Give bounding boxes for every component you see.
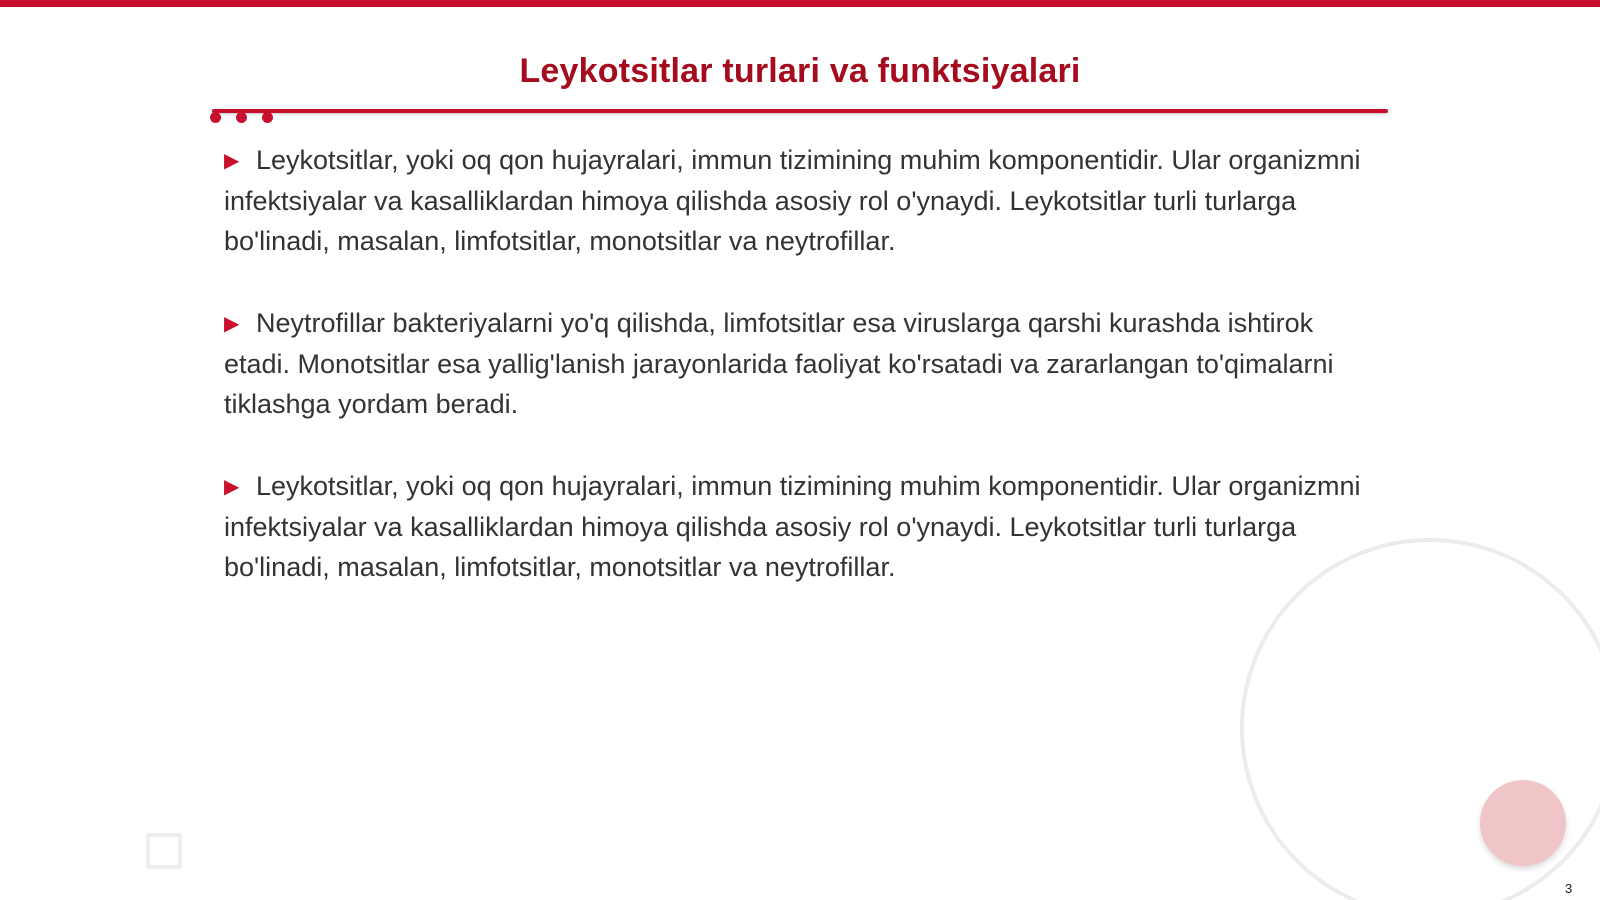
decorative-dot-3 [262, 112, 273, 123]
bullet-item-1 [224, 140, 1384, 261]
decorative-square [146, 833, 182, 869]
decorative-dot-1 [210, 112, 221, 123]
triangle-bullet-icon: ▶ [224, 476, 240, 498]
decorative-pink-circle [1480, 780, 1566, 866]
top-accent-bar [0, 0, 1600, 7]
page-number: 3 [1565, 881, 1573, 896]
decorative-dot-2 [236, 112, 247, 123]
bullet-item-2 [224, 303, 1384, 424]
bullet-text-2: Neytrofillar bakteriyalarni yo'q qilishda, limfotsitlar esa viruslarga qarshi kurashda ishtirok etadi. Monotsitlar esa yallig'lanish jarayonlarida faoliyat ko'rsatadi va zararlangan to'qimalarni tiklashga yordam beradi. [224, 308, 1334, 419]
title-underline [212, 109, 1388, 113]
triangle-bullet-icon: ▶ [224, 313, 240, 335]
bullet-text-3: Leykotsitlar, yoki oq qon hujayralari, immun tizimining muhim komponentidir. Ular organizmni infektsiyalar va kasalliklardan himoya qilishda asosiy rol o'ynaydi. Leykotsitlar turli turlarga bo'linadi, masalan, limfotsitlar, monotsitlar va neytrofillar. [224, 471, 1361, 582]
slide-title: Leykotsitlar turlari va funktsiyalari [519, 52, 1081, 90]
bullet-text-1: Leykotsitlar, yoki oq qon hujayralari, immun tizimining muhim komponentidir. Ular organizmni infektsiyalar va kasalliklardan himoya qilishda asosiy rol o'ynaydi. Leykotsitlar turli turlarga bo'linadi, masalan, limfotsitlar, monotsitlar va neytrofillar. [224, 145, 1361, 256]
bullet-item-3 [224, 466, 1384, 587]
bullet-list [224, 140, 1384, 629]
triangle-bullet-icon: ▶ [224, 150, 240, 172]
